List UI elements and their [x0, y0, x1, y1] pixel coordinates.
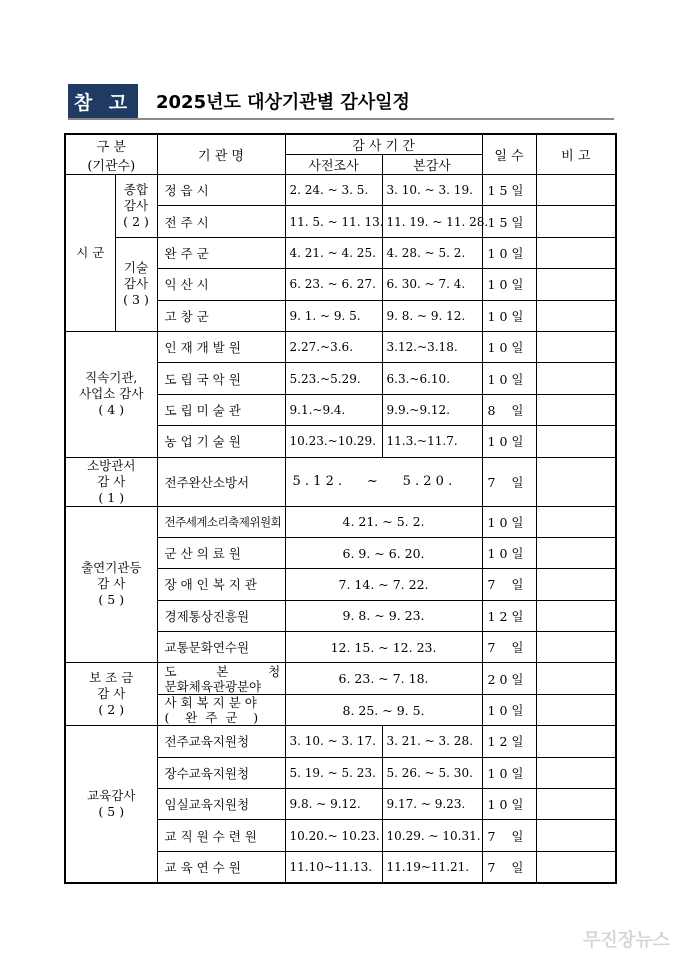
main-audit-period: 3.12.~3.18.	[382, 331, 482, 362]
pre-survey-period: 10.20.~ 10.23.	[285, 820, 382, 851]
audit-days: 1 0 일	[482, 757, 536, 788]
note-cell	[536, 300, 616, 331]
agency-name: 전주교육지원청	[157, 726, 285, 757]
audit-days: 1 0 일	[482, 694, 536, 725]
main-audit-period: 3. 10. ~ 3. 19.	[382, 175, 482, 206]
group-direct-agencies: 직속기관, 사업소 감사 ( 4 )	[65, 331, 157, 457]
title-underline	[68, 118, 614, 120]
pre-survey-period: 9. 1. ~ 9. 5.	[285, 300, 382, 331]
main-audit-period: 10.29. ~ 10.31.	[382, 820, 482, 851]
group-education-audit: 교육감사 ( 5 )	[65, 726, 157, 883]
audit-period: 6. 23. ~ 7. 18.	[285, 663, 482, 694]
note-cell	[536, 851, 616, 883]
note-cell	[536, 569, 616, 600]
agency-name: 전주완산소방서	[157, 457, 285, 506]
audit-days: 1 0 일	[482, 300, 536, 331]
audit-period: 7. 14. ~ 7. 22.	[285, 569, 482, 600]
audit-period: 12. 15. ~ 12. 23.	[285, 632, 482, 663]
agency-header: 기 관 명	[157, 134, 285, 175]
audit-days: 1 0 일	[482, 537, 536, 568]
main-audit-header: 본감사	[382, 155, 482, 175]
note-cell	[536, 175, 616, 206]
note-cell	[536, 394, 616, 425]
audit-days: 1 0 일	[482, 789, 536, 820]
audit-days: 1 0 일	[482, 331, 536, 362]
note-cell	[536, 331, 616, 362]
watermark: 무진장뉴스	[583, 930, 670, 951]
pre-survey-period: 5.23.~5.29.	[285, 363, 382, 394]
agency-name: 익 산 시	[157, 269, 285, 300]
note-cell	[536, 506, 616, 537]
agency-name: 교 육 연 수 원	[157, 851, 285, 883]
agency-name: 정 읍 시	[157, 175, 285, 206]
table-row	[65, 506, 616, 537]
group-sigun: 시 군	[65, 175, 115, 332]
category-header: 구 분 (기관수)	[65, 134, 157, 175]
page-title: 2025년도 대상기관별 감사일정	[156, 92, 410, 113]
agency-name: 완 주 군	[157, 237, 285, 268]
note-cell	[536, 600, 616, 631]
agency-name: 경제통상진흥원	[157, 600, 285, 631]
pre-survey-period: 11. 5. ~ 11. 13.	[285, 206, 382, 237]
note-header: 비 고	[536, 134, 616, 175]
audit-period: 8. 25. ~ 9. 5.	[285, 694, 482, 725]
header-row-1	[65, 134, 616, 155]
audit-days: 1 0 일	[482, 426, 536, 457]
agency-name: 장수교육지원청	[157, 757, 285, 788]
main-audit-period: 6. 30. ~ 7. 4.	[382, 269, 482, 300]
audit-days: 1 0 일	[482, 506, 536, 537]
agency-name: 전 주 시	[157, 206, 285, 237]
audit-days: 1 5 일	[482, 175, 536, 206]
main-audit-period: 11. 19. ~ 11. 28.	[382, 206, 482, 237]
group-subsidy-audit: 보 조 금 감 사 ( 2 )	[65, 663, 157, 726]
agency-name: 군 산 의 료 원	[157, 537, 285, 568]
main-audit-period: 3. 21. ~ 3. 28.	[382, 726, 482, 757]
pre-survey-period: 4. 21. ~ 4. 25.	[285, 237, 382, 268]
main-audit-period: 9.17. ~ 9.23.	[382, 789, 482, 820]
group-comprehensive-audit: 종합 감사 ( 2 )	[115, 175, 157, 238]
table-row	[65, 331, 616, 362]
note-cell	[536, 457, 616, 506]
main-audit-period: 11.19~11.21.	[382, 851, 482, 883]
period-header: 감 사 기 간	[285, 134, 482, 155]
agency-name: 전주세계소리축제위원회	[157, 506, 285, 537]
table-row	[65, 175, 616, 206]
main-audit-period: 9. 8. ~ 9. 12.	[382, 300, 482, 331]
group-technical-audit: 기술 감사 ( 3 )	[115, 237, 157, 331]
pre-survey-period: 3. 10. ~ 3. 17.	[285, 726, 382, 757]
audit-days: 8 일	[482, 394, 536, 425]
main-audit-period: 6.3.~6.10.	[382, 363, 482, 394]
agency-name: 도 립 미 술 관	[157, 394, 285, 425]
audit-days: 1 0 일	[482, 237, 536, 268]
note-cell	[536, 820, 616, 851]
audit-days: 7 일	[482, 569, 536, 600]
audit-days: 7 일	[482, 632, 536, 663]
note-cell	[536, 632, 616, 663]
pre-survey-period: 5. 19. ~ 5. 23.	[285, 757, 382, 788]
audit-days: 1 2 일	[482, 600, 536, 631]
note-cell	[536, 269, 616, 300]
pre-survey-header: 사전조사	[285, 155, 382, 175]
note-cell	[536, 237, 616, 268]
main-audit-period: 11.3.~11.7.	[382, 426, 482, 457]
note-cell	[536, 206, 616, 237]
group-funded-agencies: 출연기관등 감 사 ( 5 )	[65, 506, 157, 663]
document-header	[68, 84, 614, 118]
pre-survey-period: 2.27.~3.6.	[285, 331, 382, 362]
note-cell	[536, 757, 616, 788]
agency-name: 장 애 인 복 지 관	[157, 569, 285, 600]
audit-days: 7 일	[482, 820, 536, 851]
audit-days: 2 0 일	[482, 663, 536, 694]
note-cell	[536, 537, 616, 568]
note-cell	[536, 789, 616, 820]
audit-days: 1 0 일	[482, 269, 536, 300]
days-header: 일 수	[482, 134, 536, 175]
note-cell	[536, 426, 616, 457]
pre-survey-period: 11.10~11.13.	[285, 851, 382, 883]
pre-survey-period: 2. 24. ~ 3. 5.	[285, 175, 382, 206]
agency-name: 교 직 원 수 련 원	[157, 820, 285, 851]
agency-name: 농 업 기 술 원	[157, 426, 285, 457]
agency-name: 도 본 청 문화체육관광분야	[157, 663, 285, 694]
note-cell	[536, 726, 616, 757]
main-audit-period: 4. 28. ~ 5. 2.	[382, 237, 482, 268]
audit-period: 9. 8. ~ 9. 23.	[285, 600, 482, 631]
audit-period: 4. 21. ~ 5. 2.	[285, 506, 482, 537]
audit-days: 7 일	[482, 851, 536, 883]
pre-survey-period: 10.23.~10.29.	[285, 426, 382, 457]
agency-name: 사 회 복 지 분 야 ( 완 주 군 )	[157, 694, 285, 725]
agency-name: 교통문화연수원	[157, 632, 285, 663]
agency-name: 인 재 개 발 원	[157, 331, 285, 362]
table-row	[65, 457, 616, 506]
pre-survey-period: 9.8. ~ 9.12.	[285, 789, 382, 820]
main-audit-period: 9.9.~9.12.	[382, 394, 482, 425]
note-cell	[536, 663, 616, 694]
audit-schedule-table	[64, 133, 617, 884]
audit-period: 5 . 1 2 . ~ 5 . 2 0 .	[285, 457, 482, 506]
table-row	[65, 726, 616, 757]
note-cell	[536, 363, 616, 394]
group-fire-stations: 소방관서 감 사 ( 1 )	[65, 457, 157, 506]
table-row	[65, 663, 616, 694]
audit-days: 1 2 일	[482, 726, 536, 757]
main-audit-period: 5. 26. ~ 5. 30.	[382, 757, 482, 788]
audit-days: 1 0 일	[482, 363, 536, 394]
agency-name: 고 창 군	[157, 300, 285, 331]
audit-days: 7 일	[482, 457, 536, 506]
pre-survey-period: 6. 23. ~ 6. 27.	[285, 269, 382, 300]
agency-name: 도 립 국 악 원	[157, 363, 285, 394]
reference-tag: 참 고	[68, 84, 138, 118]
table-row	[65, 237, 616, 268]
pre-survey-period: 9.1.~9.4.	[285, 394, 382, 425]
audit-period: 6. 9. ~ 6. 20.	[285, 537, 482, 568]
note-cell	[536, 694, 616, 725]
audit-days: 1 5 일	[482, 206, 536, 237]
agency-name: 임실교육지원청	[157, 789, 285, 820]
